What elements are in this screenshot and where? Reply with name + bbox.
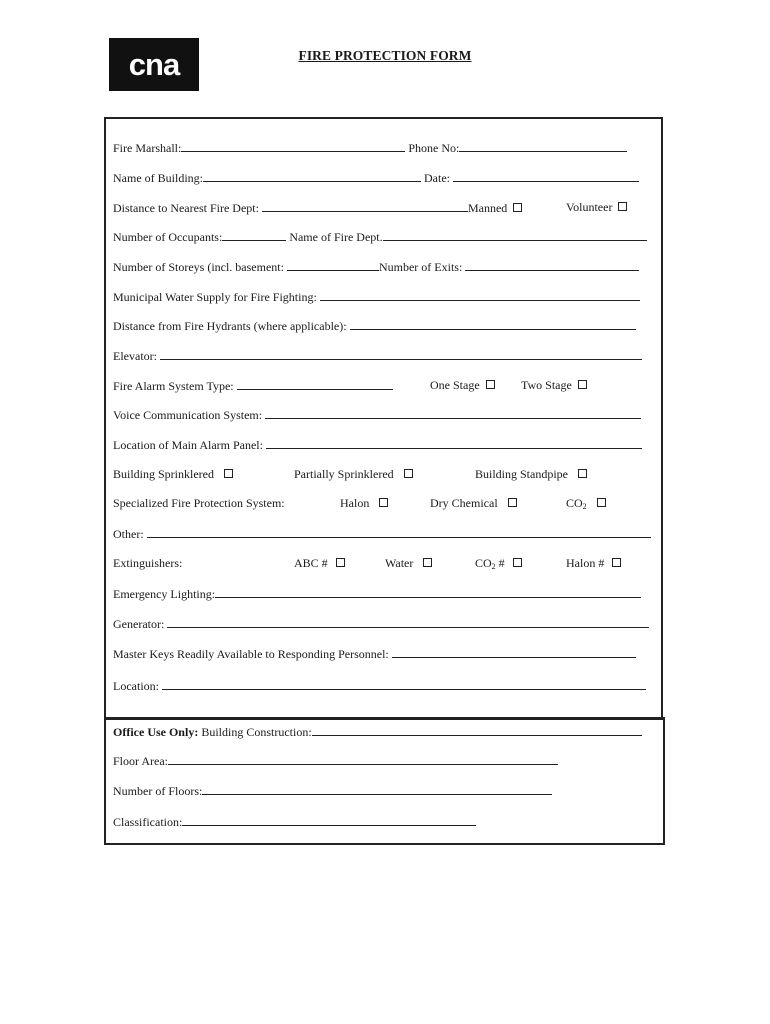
floor-area-field[interactable] xyxy=(168,753,558,765)
abc-checkbox[interactable] xyxy=(336,558,345,567)
alarm-panel-row xyxy=(113,437,642,452)
partially-sprinklered-label: Partially Sprinklered xyxy=(294,467,394,481)
exits-field[interactable] xyxy=(465,259,639,271)
partially-sprinklered-checkbox[interactable] xyxy=(404,469,413,478)
co2-extinguisher-checkbox[interactable] xyxy=(513,558,522,567)
other-label: Other: xyxy=(113,527,144,541)
co2-subscript: 2 xyxy=(582,502,587,511)
fire-dept-distance-row xyxy=(113,200,522,215)
volunteer-label: Volunteer xyxy=(566,200,613,214)
elevator-label: Elevator: xyxy=(113,349,157,363)
fire-alarm-label: Fire Alarm System Type: xyxy=(113,379,234,393)
fire-alarm-field[interactable] xyxy=(237,378,393,390)
building-name-field[interactable] xyxy=(203,170,421,182)
fire-dept-name-field[interactable] xyxy=(383,229,647,241)
storeys-row xyxy=(113,259,639,274)
building-construction-field[interactable] xyxy=(312,724,642,736)
fire-dept-name-label: Name of Fire Dept. xyxy=(289,230,383,244)
water-supply-row xyxy=(113,289,640,304)
extinguishers-label: Extinguishers: xyxy=(113,556,183,570)
cna-logo-text: cna xyxy=(128,47,180,82)
fire-marshall-label: Fire Marshall: xyxy=(113,141,182,155)
building-name-label: Name of Building: xyxy=(113,171,203,185)
page-title: FIRE PROTECTION FORM xyxy=(298,48,472,63)
location-label: Location: xyxy=(113,679,159,693)
two-stage-option xyxy=(521,378,587,392)
elevator-row xyxy=(113,348,642,363)
fire-dept-distance-label: Distance to Nearest Fire Dept: xyxy=(113,201,259,215)
building-construction-row xyxy=(113,724,642,739)
hydrants-row xyxy=(113,318,636,333)
number-of-floors-field[interactable] xyxy=(202,783,552,795)
halon-extinguisher-checkbox[interactable] xyxy=(612,558,621,567)
voice-comm-field[interactable] xyxy=(265,407,641,419)
voice-comm-label: Voice Communication System: xyxy=(113,408,263,422)
one-stage-checkbox[interactable] xyxy=(486,380,495,389)
floor-area-label: Floor Area: xyxy=(113,754,168,768)
co2-checkbox[interactable] xyxy=(597,498,606,507)
partially-sprinklered-option xyxy=(294,467,413,481)
other-field[interactable] xyxy=(147,526,651,538)
two-stage-checkbox[interactable] xyxy=(578,380,587,389)
halon-label: Halon xyxy=(340,496,370,510)
halon-checkbox[interactable] xyxy=(379,498,388,507)
halon-option xyxy=(340,496,388,510)
halon-extinguisher-option xyxy=(566,556,621,570)
exits-label: Number of Exits: xyxy=(378,260,463,274)
phone-no-label: Phone No: xyxy=(408,141,460,155)
one-stage-option xyxy=(430,378,495,392)
occupants-field[interactable] xyxy=(222,229,286,241)
fire-dept-distance-field[interactable] xyxy=(262,200,468,212)
location-row xyxy=(113,678,646,693)
office-use-label: Office Use Only: xyxy=(113,725,199,739)
alarm-panel-field[interactable] xyxy=(266,437,642,449)
water-supply-label: Municipal Water Supply for Fire Fighting: xyxy=(113,290,317,304)
abc-label: ABC # xyxy=(294,556,328,570)
emergency-lighting-field[interactable] xyxy=(215,586,641,598)
co2-extinguisher-subscript: 2 xyxy=(491,562,496,571)
fire-marshall-field[interactable] xyxy=(181,140,405,152)
master-keys-field[interactable] xyxy=(392,646,636,658)
halon-extinguisher-label: Halon # xyxy=(566,556,605,570)
phone-no-field[interactable] xyxy=(459,140,627,152)
building-sprinklered-checkbox[interactable] xyxy=(224,469,233,478)
occupants-row xyxy=(113,229,647,244)
floor-area-row xyxy=(113,753,558,768)
alarm-panel-label: Location of Main Alarm Panel: xyxy=(113,438,263,452)
classification-row xyxy=(113,814,476,829)
water-supply-field[interactable] xyxy=(320,289,640,301)
volunteer-option xyxy=(566,200,627,214)
generator-label: Generator: xyxy=(113,617,165,631)
occupants-label: Number of Occupants: xyxy=(113,230,223,244)
water-checkbox[interactable] xyxy=(423,558,432,567)
voice-comm-row xyxy=(113,407,641,422)
co2-label: CO xyxy=(566,496,583,510)
building-standpipe-option xyxy=(475,467,587,481)
master-keys-label: Master Keys Readily Available to Responding Personnel: xyxy=(113,647,389,661)
building-standpipe-label: Building Standpipe xyxy=(475,467,568,481)
building-name-row xyxy=(113,170,639,185)
building-sprinklered-option xyxy=(113,467,233,481)
fire-alarm-row xyxy=(113,378,393,393)
emergency-lighting-label: Emergency Lighting: xyxy=(113,587,216,601)
building-standpipe-checkbox[interactable] xyxy=(578,469,587,478)
hydrants-label: Distance from Fire Hydrants (where applicable): xyxy=(113,319,347,333)
volunteer-checkbox[interactable] xyxy=(618,202,627,211)
two-stage-label: Two Stage xyxy=(521,378,572,392)
co2-extinguisher-label: CO xyxy=(475,556,492,570)
manned-label: Manned xyxy=(467,201,508,215)
water-label: Water xyxy=(385,556,414,570)
cna-logo-mark xyxy=(109,38,199,91)
building-sprinklered-label: Building Sprinklered xyxy=(113,467,214,481)
building-construction-label: Building Construction: xyxy=(201,725,312,739)
emergency-lighting-row xyxy=(113,586,641,601)
classification-label: Classification: xyxy=(113,815,183,829)
generator-row xyxy=(113,616,649,631)
number-of-floors-row xyxy=(113,783,552,798)
hydrants-field[interactable] xyxy=(350,318,636,330)
storeys-label: Number of Storeys (incl. basement: xyxy=(113,260,284,274)
cna-logo xyxy=(109,38,199,91)
co2-extinguisher-option xyxy=(475,556,522,570)
specialized-fps-label: Specialized Fire Protection System: xyxy=(113,496,285,510)
manned-checkbox[interactable] xyxy=(513,203,522,212)
number-of-floors-label: Number of Floors: xyxy=(113,784,203,798)
abc-option xyxy=(294,556,345,570)
generator-field[interactable] xyxy=(167,616,649,628)
date-label: Date: xyxy=(424,171,450,185)
fire-marshall-row xyxy=(113,140,627,155)
dry-chemical-label: Dry Chemical xyxy=(430,496,498,510)
one-stage-label: One Stage xyxy=(430,378,480,392)
other-row xyxy=(113,526,651,541)
co2-option xyxy=(566,496,606,510)
storeys-field[interactable] xyxy=(287,259,379,271)
dry-chemical-checkbox[interactable] xyxy=(508,498,517,507)
water-option xyxy=(385,556,432,570)
dry-chemical-option xyxy=(430,496,517,510)
master-keys-row xyxy=(113,646,636,661)
date-field[interactable] xyxy=(453,170,639,182)
co2-extinguisher-hash: # xyxy=(495,556,505,570)
elevator-field[interactable] xyxy=(160,348,642,360)
classification-field[interactable] xyxy=(182,814,476,826)
location-field[interactable] xyxy=(162,678,646,690)
